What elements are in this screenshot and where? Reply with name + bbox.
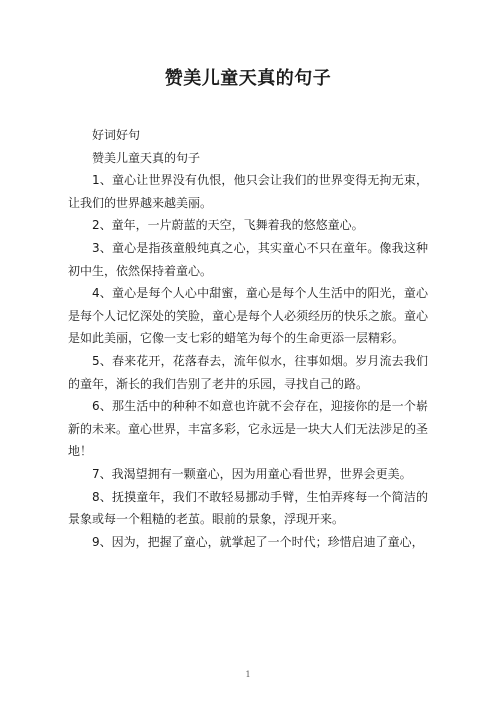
- paragraph-item-4: 4、童心是每个人心中甜蜜，童心是每个人生活中的阳光，童心是每个人记忆深处的笑脸，童心是每个人必须经历的快乐之旅。童心是如此美丽，它像一支七彩的蜡笔为每个的生命更添一层精彩。: [68, 286, 429, 346]
- paragraph-item-7: 7、我渴望拥有一颗童心，因为用童心看世界，世界会更美。: [92, 466, 412, 481]
- paragraph-item-9: 9、因为，把握了童心，就掌起了一个时代；珍惜启迪了童心，: [92, 534, 424, 549]
- page-number: 1: [245, 670, 251, 679]
- paragraph-section-label: 好词好句: [92, 128, 141, 142]
- paragraph-item-8: 8、抚摸童年，我们不敢轻易挪动手臂，生怕弄疼每一个简洁的景象或每一个粗糙的老茧。眼前的景象，浮现开来。: [68, 489, 428, 527]
- document-title: 赞美儿童天真的句子: [164, 68, 332, 89]
- paragraph-item-2: 2、童年，一片蔚蓝的天空，飞舞着我的悠悠童心。: [92, 218, 364, 233]
- paragraph-subtitle: 赞美儿童天真的句子: [92, 150, 201, 165]
- paragraph-item-5: 5、春来花开，花落春去，流年似水，往事如烟。岁月流去我们的童年，渐长的我们告别了老井的乐园，寻找自己的路。: [68, 353, 428, 391]
- paragraph-item-6: 6、那生活中的种种不如意也许就不会存在，迎接你的是一个崭新的未来。童心世界，丰富多彩，它永远是一块大人们无法涉足的圣地！: [68, 399, 429, 459]
- paragraph-item-1: 1、童心让世界没有仇恨，他只会让我们的世界变得无拘无束，让我们的世界越来越美丽。: [68, 173, 428, 210]
- paragraph-item-3: 3、童心是指孩童般纯真之心，其实童心不只在童年。像我这种初中生，依然保持着童心。: [68, 240, 428, 278]
- document-body: [68, 124, 428, 553]
